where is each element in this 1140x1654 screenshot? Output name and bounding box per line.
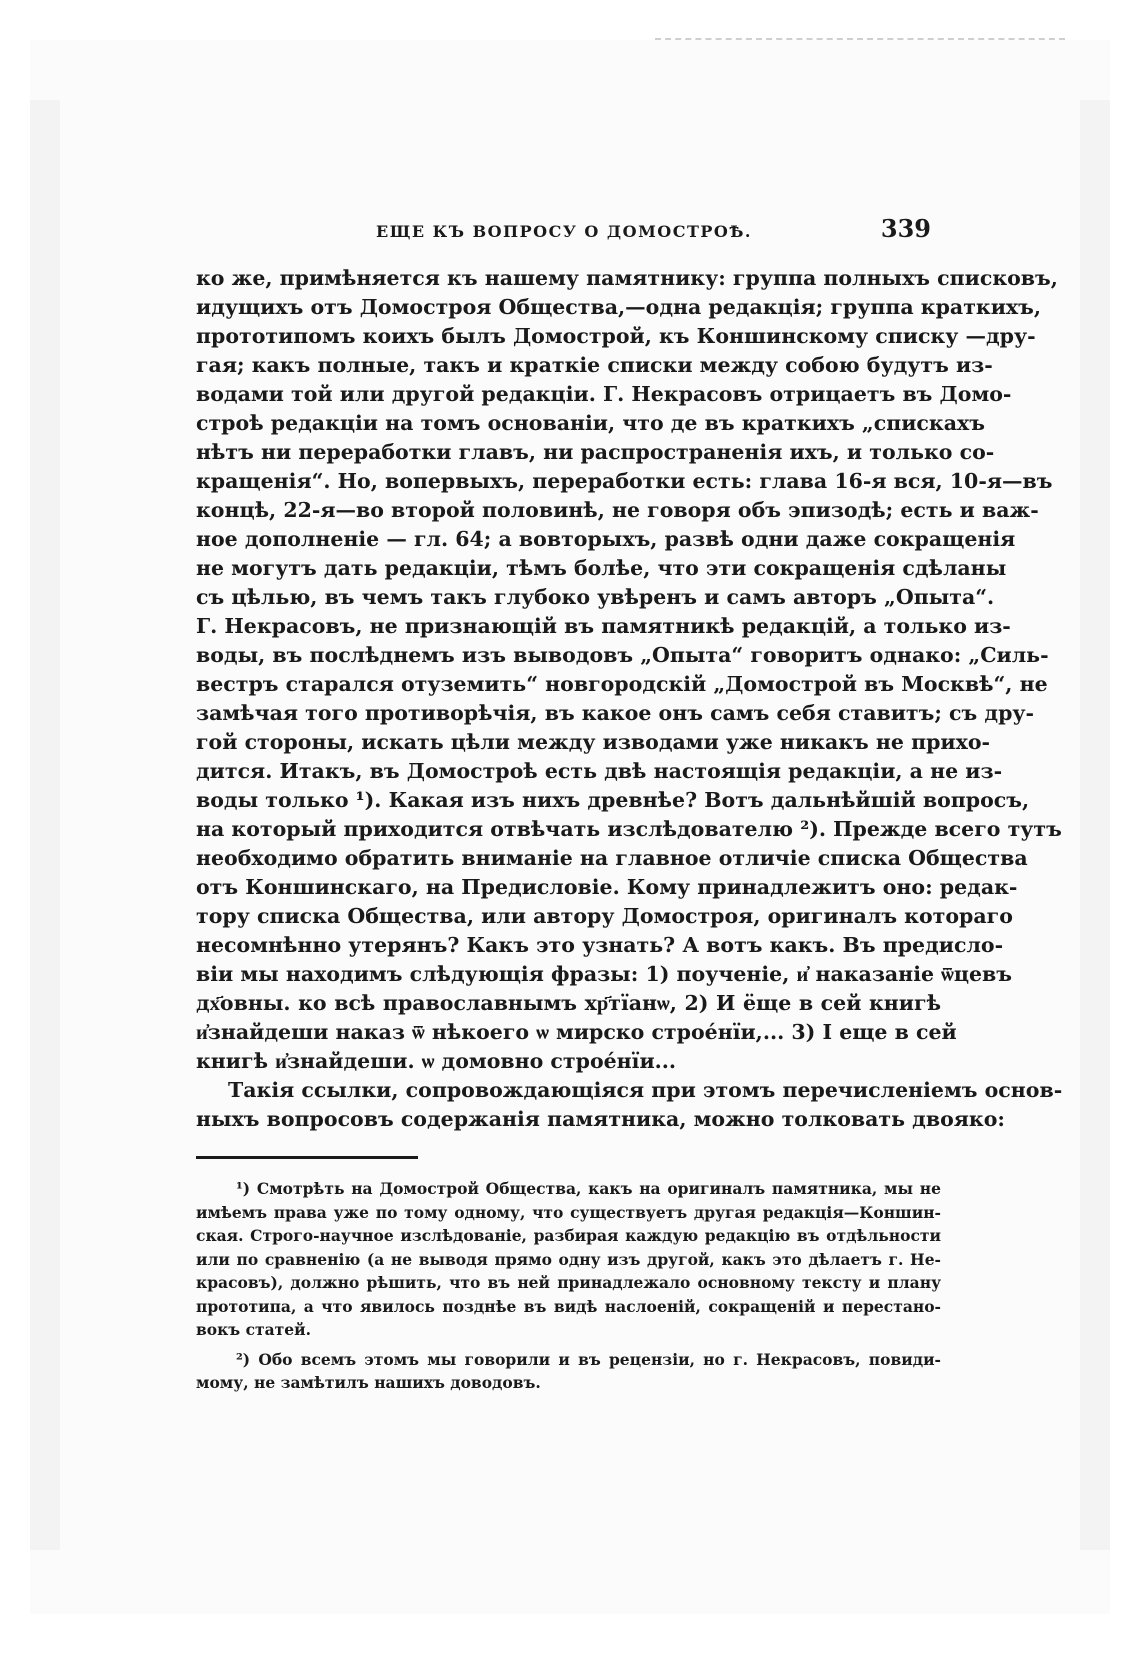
text-line: замѣчая того противорѣчія, въ какое онъ самъ себя ставитъ; съ дру- [196, 701, 1035, 725]
text-line: воды, въ послѣднемъ изъ выводовъ „Опыта“ говоритъ однако: „Силь- [196, 643, 1049, 667]
footnote-line: вокъ статей. [196, 1320, 312, 1339]
text-line: прототипомъ коихъ былъ Домострой, къ Коншинскому списку —дру- [196, 324, 1036, 348]
footnote-2 [196, 1348, 941, 1395]
footnote-line: мому, не замѣтилъ нашихъ доводовъ. [196, 1373, 541, 1392]
footnote-line: или по сравненію (а не выводя прямо одну изъ другой, какъ это дѣлаетъ г. Не- [196, 1249, 941, 1269]
footnotes [196, 1177, 941, 1395]
page-number: 339 [880, 214, 931, 243]
text-line: тору списка Общества, или автору Домостроя, оригиналъ котораго [196, 904, 1013, 928]
text-line: нѣтъ ни переработки главъ, ни распространенія ихъ, и только со- [196, 440, 995, 464]
text-line: необходимо обратить вниманіе на главное отличіе списка Общества [196, 846, 1028, 870]
text-line: ко же, примѣняется къ нашему памятнику: группа полныхъ списковъ, [196, 266, 1058, 290]
text-line: идущихъ отъ Домостроя Общества,—одна редакція; группа краткихъ, [196, 295, 1041, 319]
footnote-line: прототипа, а что явилось позднѣе въ видѣ наслоеній, сокращеній и перестано- [196, 1296, 941, 1316]
text-line: водами той или другой редакціи. Г. Некрасовъ отрицаетъ въ Домо- [196, 382, 1012, 406]
text-line: Г. Некрасовъ, не признающій въ памятникѣ редакцій, а только из- [196, 614, 1011, 638]
text-line: дится. Итакъ, въ Домостроѣ есть двѣ настоящія редакціи, а не из- [196, 759, 1003, 783]
text-line: концѣ, 22-я—во второй половинѣ, не говоря объ эпизодѣ; есть и важ- [196, 498, 1039, 522]
text-line: віи мы находимъ слѣдующія фразы: 1) поученіе, и҆ наказаніе ѿцевъ [196, 962, 1012, 986]
text-line: вестръ старался отуземить“ новгородскій „Домострой въ Москвѣ“, не [196, 672, 1048, 696]
footnote-line: красовъ), должно рѣшить, что въ ней принадлежало основному тексту и плану [196, 1273, 941, 1292]
running-title: ЕЩЕ КЪ ВОПРОСУ О ДОМОСТРОѢ. [376, 222, 752, 241]
text-line: кращенія“. Но, вопервыхъ, переработки есть: глава 16-я вся, 10-я—въ [196, 469, 1053, 493]
text-line: ныхъ вопросовъ содержанія памятника, можно толковать двояко: [196, 1107, 1005, 1131]
text-line: Такія ссылки, сопровождающіяся при этомъ перечисленіемъ основ- [228, 1078, 1063, 1102]
text-line: ное дополненіе — гл. 64; а вовторыхъ, развѣ одни даже сокращенія [196, 527, 1016, 551]
scan-edge-rule [655, 38, 1065, 40]
text-line: гая; какъ полные, такъ и краткіе списки между собою будутъ из- [196, 353, 993, 377]
footnote-line: ская. Строго-научное изслѣдованіе, разбирая каждую редакцію въ отдѣльности [196, 1226, 941, 1245]
running-header [196, 214, 941, 250]
text-line: съ цѣлью, въ чемъ такъ глубоко увѣренъ и самъ авторъ „Опыта“. [196, 585, 995, 609]
footnote-line: ¹) Смотрѣть на Домострой Общества, какъ на оригиналъ памятника, мы не [236, 1179, 941, 1198]
paragraph-1 [196, 264, 1062, 1076]
main-text [196, 264, 1063, 1134]
text-line: воды только ¹). Какая изъ нихъ древнѣе? Вотъ дальнѣйшій вопросъ, [196, 788, 1030, 812]
scan-margin-shade-left [30, 100, 60, 1550]
footnote-1 [196, 1177, 941, 1342]
text-line: на который приходится отвѣчать изслѣдователю ²). Прежде всего тутъ [196, 817, 1062, 841]
text-line: строѣ редакціи на томъ основаніи, что де въ краткихъ „спискахъ [196, 411, 985, 435]
text-line: и҆знайдеши наказ ѿ нѣкоего ѡ мирско строе́нїи,... 3) І еще в сей [196, 1020, 957, 1044]
book-page [196, 214, 1063, 1395]
text-line: гой стороны, искать цѣли между изводами уже никакъ не прихо- [196, 730, 991, 754]
text-line: дх҃овны. ко всѣ православнымъ хр҃тїанѡ, 2) И ёще в сей книгѣ [196, 991, 941, 1015]
paragraph-2 [196, 1076, 1063, 1134]
text-line: книгѣ и҆знайдеши. ѡ домовно строе́нїи... [196, 1049, 677, 1073]
footnote-line: имѣемъ права уже по тому одному, что существуетъ другая редакція—Коншин- [196, 1202, 941, 1222]
footnote-line: ²) Обо всемъ этомъ мы говорили и въ рецензіи, но г. Некрасовъ, повиди- [236, 1349, 941, 1369]
text-line: не могутъ дать редакціи, тѣмъ болѣе, что эти сокращенія сдѣланы [196, 556, 1007, 580]
footnote-separator [196, 1156, 418, 1159]
text-line: несомнѣнно утерянъ? Какъ это узнать? А вотъ какъ. Въ предисло- [196, 933, 1004, 957]
scan-margin-shade-right [1080, 100, 1110, 1550]
text-line: отъ Коншинскаго, на Предисловіе. Кому принадлежитъ оно: редак- [196, 875, 1018, 899]
